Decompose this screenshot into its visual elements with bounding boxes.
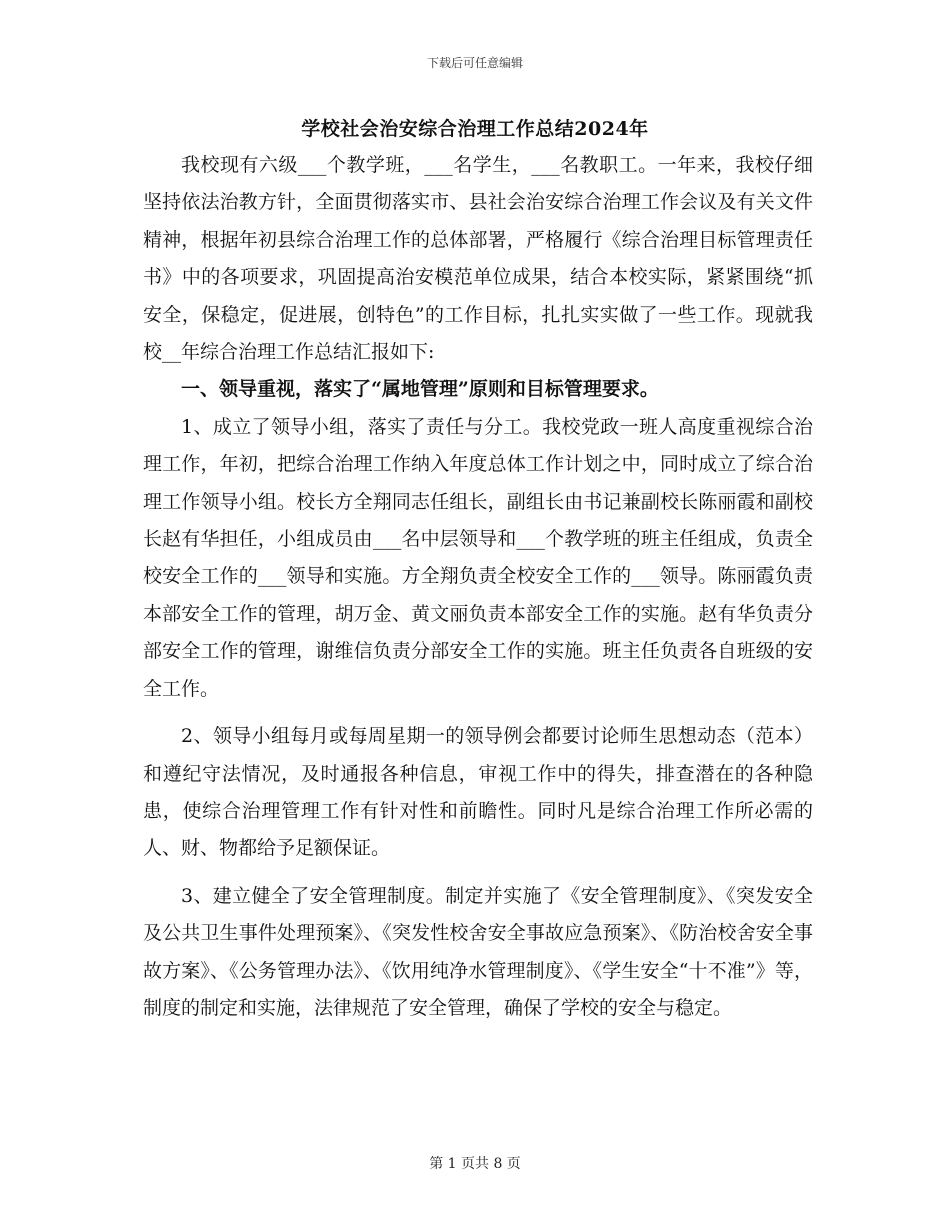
item-paragraph-2: 2、领导小组每月或每周星期一的领导例会都要讨论师生思想动态（范本）和遵纪守法情况，及时通报各种信息，审视工作中的得失，排查潜在的各种隐患，使综合治理管理工作有针对性和前瞻性。同时凡是综合治理工作所必需的人、财、物都给予足额保证。 bbox=[143, 725, 813, 860]
intro-paragraph: 我校现有六级___个教学班，___名学生，___名教职工。一年来，我校仔细坚持依法治教方针，全面贯彻落实市、县社会治安综合治理工作会议及有关文件精神，根据年初县综合治理工作的总体部署，严格履行《综合治理目标管理责任书》中的各项要求，巩固提高治安模范单位成果，结合本校实际，紧紧围绕“抓安全，保稳定，促进展，创特色”的工作目标，扎扎实实做了一些工作。现就我校__年综合治理工作总结汇报如下: bbox=[143, 154, 813, 364]
document-body bbox=[143, 147, 813, 1027]
document-title: 学校社会治安综合治理工作总结2024年 bbox=[301, 118, 649, 140]
page-header-note: 下载后可任意编辑 bbox=[426, 56, 523, 70]
page-number-footer: 第 1 页共 8 页 bbox=[429, 1156, 521, 1172]
item-paragraph-1: 1、成立了领导小组，落实了责任与分工。我校党政一班人高度重视综合治理工作，年初，把综合治理工作纳入年度总体工作计划之中，同时成立了综合治理工作领导小组。校长方全翔同志任组长，副组长由书记兼副校长陈丽霞和副校长赵有华担任，小组成员由___名中层领导和___个教学班的班主任组成，负责全校安全工作的___领导和实施。方全翔负责全校安全工作的___领导。陈丽霞负责本部安全工作的管理，胡万金、黄文丽负责本部安全工作的实施。赵有华负责分部安全工作的管理，谢维信负责分部安全工作的实施。班主任负责各自班级的安全工作。 bbox=[143, 415, 813, 700]
section-heading: 一、领导重视，落实了“属地管理”原则和目标管理要求。 bbox=[181, 378, 659, 401]
item-paragraph-3: 3、建立健全了安全管理制度。制定并实施了《安全管理制度》、《突发安全及公共卫生事件处理预案》、《突发性校舍安全事故应急预案》、《防治校舍安全事故方案》、《公务管理办法》、《饮用纯净水管理制度》、《学生安全“十不准”》等，制度的制定和实施，法律规范了安全管理，确保了学校的安全与稳定。 bbox=[143, 884, 813, 1019]
